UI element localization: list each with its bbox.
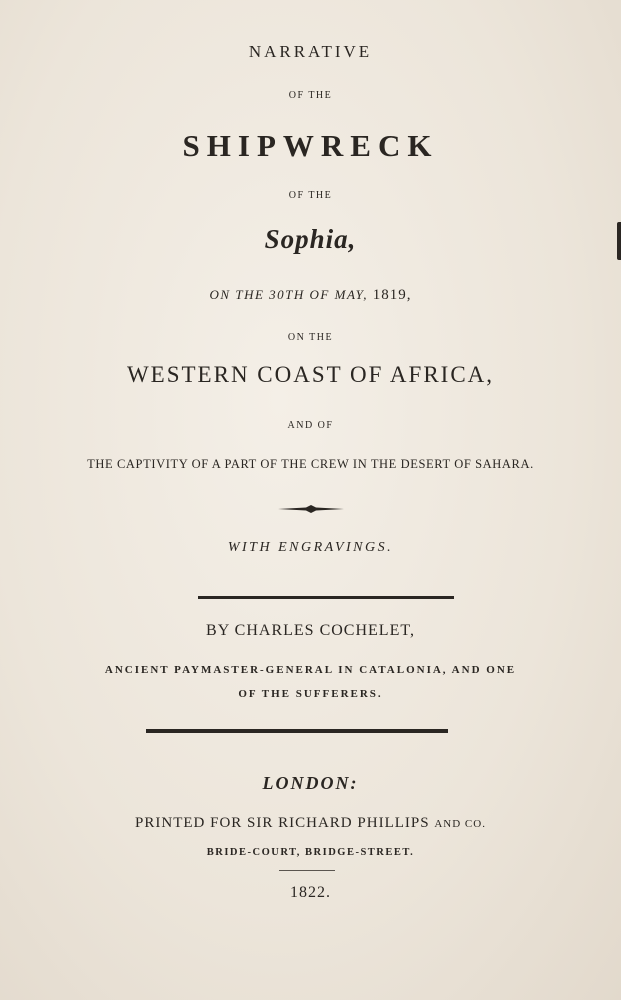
- captivity-line: THE CAPTIVITY OF A PART OF THE CREW IN THE DESERT OF SAHARA.: [87, 457, 534, 471]
- printer-line: [0, 815, 621, 832]
- divider-rule-1: [198, 596, 454, 599]
- printer-and-co: AND CO.: [434, 818, 486, 830]
- dash-ornament: [278, 504, 344, 514]
- printer-main: PRINTED FOR SIR RICHARD PHILLIPS: [135, 815, 430, 831]
- author-title-line-2: OF THE SUFFERERS.: [238, 688, 383, 700]
- address-line: BRIDE-COURT, BRIDGE-STREET.: [206, 847, 415, 858]
- on-the-line: ON THE: [287, 332, 334, 343]
- date-line: [0, 287, 621, 304]
- and-of-line: AND OF: [287, 420, 334, 431]
- date-prefix: ON THE 30TH OF MAY,: [209, 287, 368, 302]
- shipwreck-heading: SHIPWRECK: [182, 128, 439, 163]
- divider-rule-3: [279, 870, 335, 871]
- date-year: 1819,: [372, 287, 412, 303]
- author-title-line-1: ANCIENT PAYMASTER-GENERAL IN CATALONIA, AND ONE: [104, 664, 517, 676]
- author-line: BY CHARLES COCHELET,: [206, 622, 415, 639]
- narrative-heading: NARRATIVE: [248, 42, 373, 61]
- divider-rule-2: [146, 729, 448, 733]
- year-line: 1822.: [290, 884, 331, 901]
- engravings-line: WITH ENGRAVINGS.: [227, 540, 394, 555]
- location-heading: WESTERN COAST OF AFRICA,: [126, 362, 495, 387]
- ship-name: Sophia,: [264, 224, 357, 254]
- of-the-line-2: OF THE: [288, 190, 333, 201]
- city-line: LONDON:: [262, 773, 359, 793]
- of-the-line-1: OF THE: [288, 90, 333, 101]
